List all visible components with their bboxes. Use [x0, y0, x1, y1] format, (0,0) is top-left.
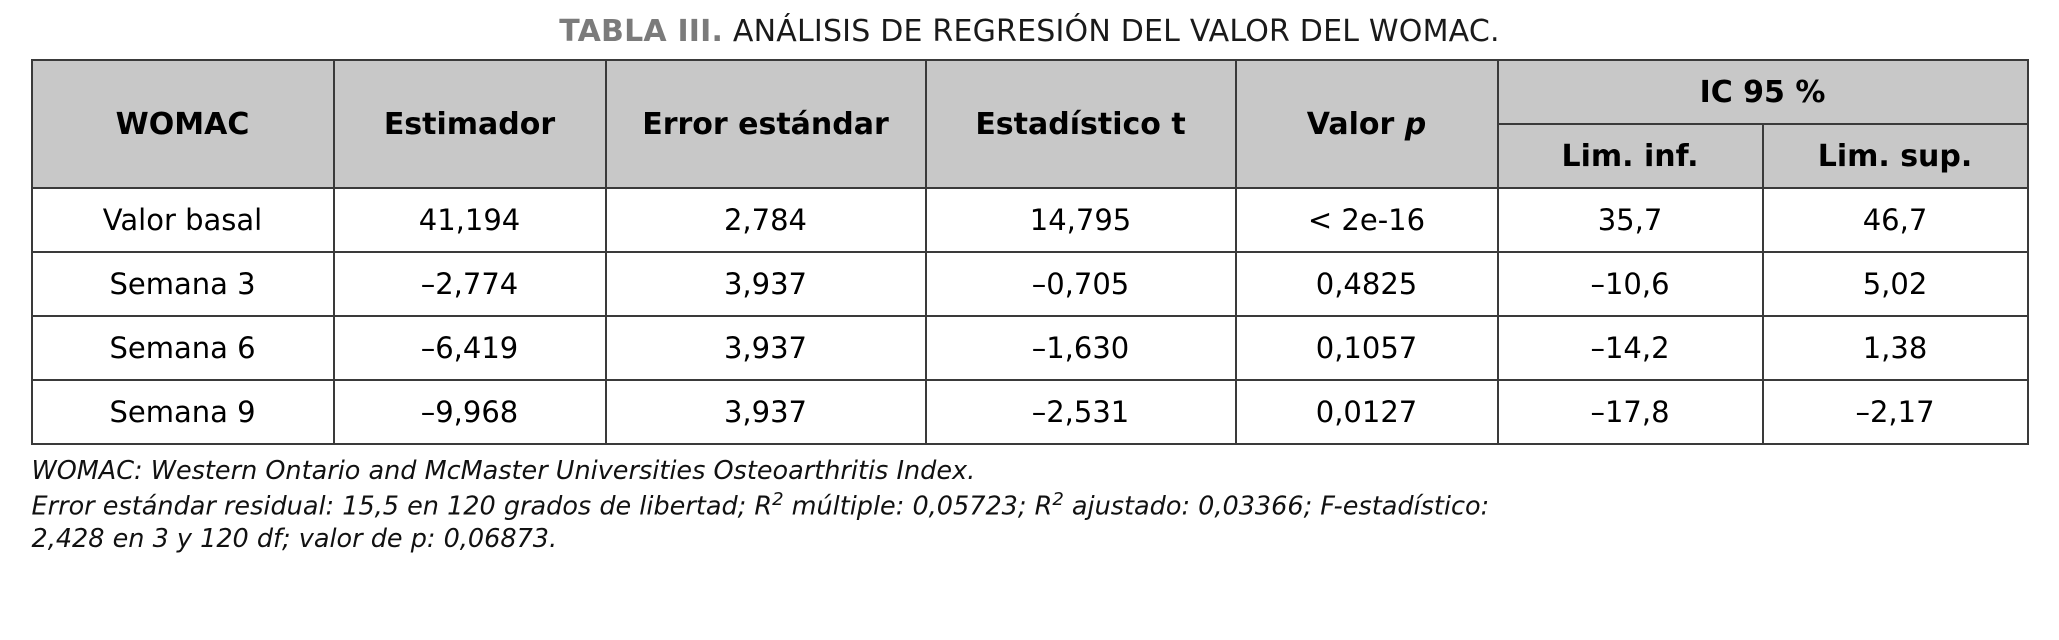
table-row [32, 252, 2028, 316]
row-label: Valor basal [32, 188, 334, 252]
cell-valor-p: 0,1057 [1236, 316, 1498, 380]
cell-estimador: –9,968 [334, 380, 606, 444]
header-error-estandar: Error estándar [606, 60, 926, 188]
cell-estadistico-t: 14,795 [926, 188, 1236, 252]
table-body [32, 188, 2028, 444]
footnote-stats-part2: múltiple: 0,05723; R [783, 491, 1053, 522]
header-lim-inf: Lim. inf. [1498, 124, 1763, 188]
caption-text: ANÁLISIS DE REGRESIÓN DEL VALOR DEL WOMAC. [732, 14, 1500, 49]
cell-valor-p: 0,4825 [1236, 252, 1498, 316]
cell-valor-p: 0,0127 [1236, 380, 1498, 444]
footnote-statistics [32, 488, 2028, 523]
footnote-abbreviation: WOMAC: Western Ontario and McMaster Universities Osteoarthritis Index. [31, 456, 976, 486]
row-label: Semana 6 [32, 316, 334, 380]
caption-label: TABLA III. [559, 14, 724, 49]
footnote-sup-1: 2 [772, 488, 784, 510]
header-valor-p [1236, 60, 1498, 188]
cell-lim-inf: –17,8 [1498, 380, 1763, 444]
table-row [32, 188, 2028, 252]
table-head [32, 60, 2028, 188]
regression-table [31, 59, 2029, 445]
header-estadistico-t: Estadístico t [926, 60, 1236, 188]
footnote-stats-part1: Error estándar residual: 15,5 en 120 grados de libertad; R [31, 491, 773, 522]
header-valor-p-italic: p [1404, 106, 1427, 142]
cell-estimador: –6,419 [334, 316, 606, 380]
table-row [32, 316, 2028, 380]
cell-lim-inf: –14,2 [1498, 316, 1763, 380]
cell-estimador: –2,774 [334, 252, 606, 316]
cell-error-estandar: 3,937 [606, 316, 926, 380]
cell-estadistico-t: –0,705 [926, 252, 1236, 316]
cell-lim-sup: 46,7 [1763, 188, 2028, 252]
footnote-stats-part3: ajustado: 0,03366; F-estadístico: [1063, 491, 1490, 522]
row-label: Semana 9 [32, 380, 334, 444]
cell-lim-sup: 5,02 [1763, 252, 2028, 316]
footnote-statistics-cont: 2,428 en 3 y 120 df; valor de p: 0,06873. [31, 523, 558, 554]
header-ic95: IC 95 % [1498, 60, 2028, 124]
cell-lim-sup: 1,38 [1763, 316, 2028, 380]
table-caption [18, 14, 2041, 49]
cell-error-estandar: 2,784 [606, 188, 926, 252]
cell-lim-inf: –10,6 [1498, 252, 1763, 316]
cell-estadistico-t: –2,531 [926, 380, 1236, 444]
header-estimador: Estimador [334, 60, 606, 188]
cell-estadistico-t: –1,630 [926, 316, 1236, 380]
cell-estimador: 41,194 [334, 188, 606, 252]
cell-error-estandar: 3,937 [606, 252, 926, 316]
table-footnotes [32, 455, 2028, 555]
row-label: Semana 3 [32, 252, 334, 316]
cell-lim-sup: –2,17 [1763, 380, 2028, 444]
header-womac: WOMAC [32, 60, 334, 188]
header-lim-sup: Lim. sup. [1763, 124, 2028, 188]
header-row-1 [32, 60, 2028, 124]
cell-valor-p: < 2e-16 [1236, 188, 1498, 252]
cell-error-estandar: 3,937 [606, 380, 926, 444]
cell-lim-inf: 35,7 [1498, 188, 1763, 252]
table-row [32, 380, 2028, 444]
footnote-sup-2: 2 [1052, 488, 1064, 510]
header-valor-p-prefix: Valor [1306, 106, 1405, 142]
